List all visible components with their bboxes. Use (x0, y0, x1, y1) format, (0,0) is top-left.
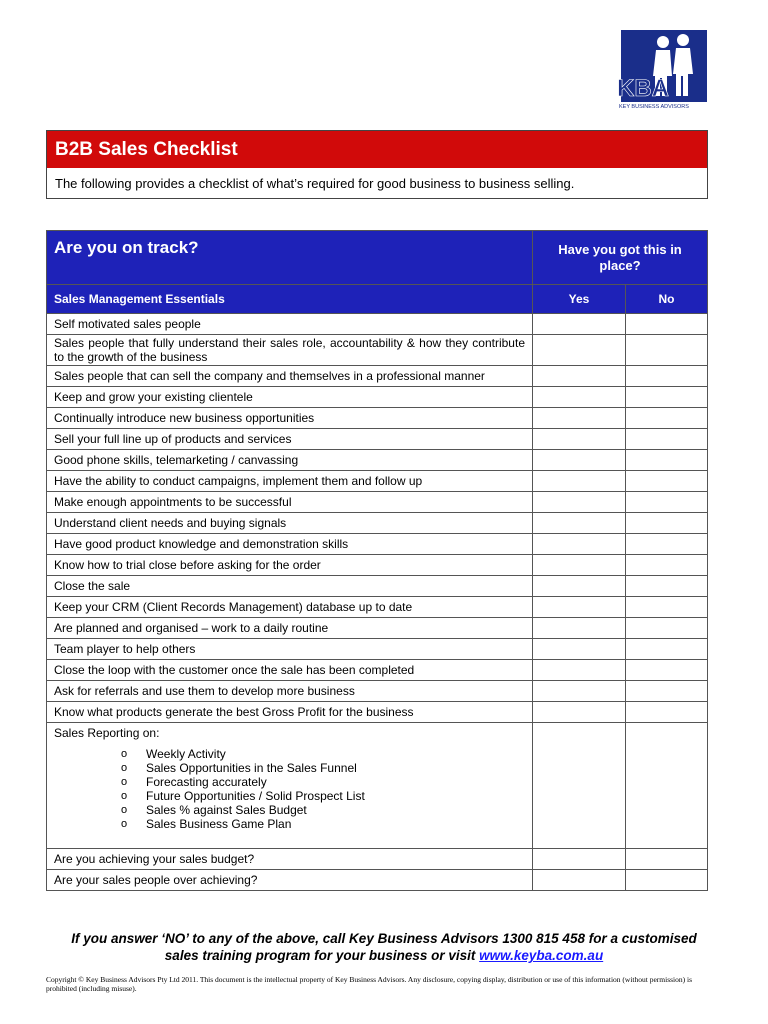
title-bar (47, 131, 707, 168)
yes-checkbox[interactable] (533, 555, 626, 576)
no-checkbox[interactable] (626, 513, 708, 534)
item-label: Ask for referrals and use them to develop more business (47, 681, 533, 702)
list-item: o Forecasting accurately (146, 775, 525, 789)
no-checkbox[interactable] (626, 702, 708, 723)
item-label: Sales people that fully understand their sales role, accountability & how they contribute to the growth of the business (47, 335, 533, 366)
table-row (47, 513, 708, 534)
reporting-row (47, 723, 708, 849)
copyright-notice: Copyright © Key Business Advisors Pty Ltd 2011. This document is the intellectual property of Key Business Advisors. Any disclosure, copying display, distribution or use of this information (without permission) is prohibited (including misuse). (46, 975, 692, 993)
no-checkbox[interactable] (626, 639, 708, 660)
no-checkbox[interactable] (626, 597, 708, 618)
item-label: Continually introduce new business opportunities (47, 408, 533, 429)
table-row (47, 534, 708, 555)
table-row (47, 639, 708, 660)
yes-checkbox[interactable] (533, 618, 626, 639)
item-label: Are you achieving your sales budget? (47, 849, 533, 870)
website-link[interactable]: www.keyba.com.au (479, 948, 604, 963)
item-label: Are planned and organised – work to a daily routine (47, 618, 533, 639)
item-label: Have the ability to conduct campaigns, implement them and follow up (47, 471, 533, 492)
item-label: Are your sales people over achieving? (47, 870, 533, 891)
yes-checkbox[interactable] (533, 702, 626, 723)
no-checkbox[interactable] (626, 555, 708, 576)
no-checkbox[interactable] (626, 723, 708, 849)
cta-line-1: If you answer ‘NO’ to any of the above, call Key Business Advisors 1300 815 458 for a customised (71, 931, 697, 946)
item-label: Keep and grow your existing clientele (47, 387, 533, 408)
no-checkbox[interactable] (626, 576, 708, 597)
yes-checkbox[interactable] (533, 513, 626, 534)
table-row (47, 618, 708, 639)
yes-checkbox[interactable] (533, 408, 626, 429)
logo-text: KBA (617, 75, 669, 102)
no-header: No (626, 285, 708, 314)
no-checkbox[interactable] (626, 870, 708, 891)
table-row (47, 492, 708, 513)
section-header: Sales Management Essentials (47, 285, 533, 314)
no-checkbox[interactable] (626, 660, 708, 681)
yes-checkbox[interactable] (533, 870, 626, 891)
table-row (47, 555, 708, 576)
cta-line-2 (20, 947, 748, 964)
table-row (47, 849, 708, 870)
yes-checkbox[interactable] (533, 335, 626, 366)
yes-checkbox[interactable] (533, 366, 626, 387)
no-checkbox[interactable] (626, 366, 708, 387)
list-item: o Sales Opportunities in the Sales Funnel (146, 761, 525, 775)
no-checkbox[interactable] (626, 314, 708, 335)
no-checkbox[interactable] (626, 335, 708, 366)
table-row (47, 597, 708, 618)
item-label: Keep your CRM (Client Records Management) database up to date (47, 597, 533, 618)
table-row (47, 429, 708, 450)
table-row (47, 681, 708, 702)
table-row (47, 870, 708, 891)
question-header: Are you on track? (47, 231, 533, 285)
reporting-cell (47, 723, 533, 849)
no-checkbox[interactable] (626, 408, 708, 429)
table-row (47, 366, 708, 387)
table-row (47, 314, 708, 335)
item-label: Understand client needs and buying signals (47, 513, 533, 534)
item-label: Self motivated sales people (47, 314, 533, 335)
yes-checkbox[interactable] (533, 660, 626, 681)
yes-header: Yes (533, 285, 626, 314)
yes-checkbox[interactable] (533, 387, 626, 408)
table-row (47, 702, 708, 723)
yes-checkbox[interactable] (533, 314, 626, 335)
item-label: Know how to trial close before asking for the order (47, 555, 533, 576)
page-title: B2B Sales Checklist (55, 138, 238, 160)
yes-checkbox[interactable] (533, 639, 626, 660)
no-checkbox[interactable] (626, 471, 708, 492)
no-checkbox[interactable] (626, 450, 708, 471)
intro-text: The following provides a checklist of what’s required for good business to business selling. (55, 175, 575, 191)
list-item: o Future Opportunities / Solid Prospect List (146, 789, 525, 803)
call-to-action (20, 930, 748, 964)
logo-subtitle: KEY BUSINESS ADVISORS (619, 104, 689, 110)
list-item: o Weekly Activity (146, 747, 525, 761)
yes-checkbox[interactable] (533, 849, 626, 870)
checklist-table (46, 230, 708, 891)
table-row (47, 408, 708, 429)
yes-checkbox[interactable] (533, 576, 626, 597)
item-label: Sales people that can sell the company and themselves in a professional manner (47, 366, 533, 387)
yes-checkbox[interactable] (533, 492, 626, 513)
table-row (47, 450, 708, 471)
table-row (47, 660, 708, 681)
section-row (47, 285, 708, 314)
item-label: Sell your full line up of products and services (47, 429, 533, 450)
no-checkbox[interactable] (626, 387, 708, 408)
yes-checkbox[interactable] (533, 471, 626, 492)
yes-checkbox[interactable] (533, 534, 626, 555)
table-row (47, 576, 708, 597)
table-row (47, 471, 708, 492)
item-label: Make enough appointments to be successful (47, 492, 533, 513)
no-checkbox[interactable] (626, 492, 708, 513)
item-label: Close the sale (47, 576, 533, 597)
table-row (47, 335, 708, 366)
item-label: Team player to help others (47, 639, 533, 660)
have-it-header: Have you got this in place? (533, 231, 708, 285)
reporting-label: Sales Reporting on: (54, 726, 160, 740)
list-item: o Sales Business Game Plan (146, 817, 525, 831)
no-checkbox[interactable] (626, 429, 708, 450)
item-label: Good phone skills, telemarketing / canvassing (47, 450, 533, 471)
no-checkbox[interactable] (626, 681, 708, 702)
header-row (47, 231, 708, 285)
item-label: Have good product knowledge and demonstration skills (47, 534, 533, 555)
yes-checkbox[interactable] (533, 681, 626, 702)
no-checkbox[interactable] (626, 618, 708, 639)
cta-line-2-text: sales training program for your business or visit (164, 948, 480, 963)
table-row (47, 387, 708, 408)
yes-checkbox[interactable] (533, 450, 626, 471)
no-checkbox[interactable] (626, 534, 708, 555)
no-checkbox[interactable] (626, 849, 708, 870)
item-label: Know what products generate the best Gross Profit for the business (47, 702, 533, 723)
reporting-list (54, 747, 525, 831)
yes-checkbox[interactable] (533, 429, 626, 450)
yes-checkbox[interactable] (533, 597, 626, 618)
list-item: o Sales % against Sales Budget (146, 803, 525, 817)
title-box (46, 130, 708, 199)
yes-checkbox[interactable] (533, 723, 626, 849)
kba-logo (615, 30, 707, 110)
item-label: Close the loop with the customer once the sale has been completed (47, 660, 533, 681)
